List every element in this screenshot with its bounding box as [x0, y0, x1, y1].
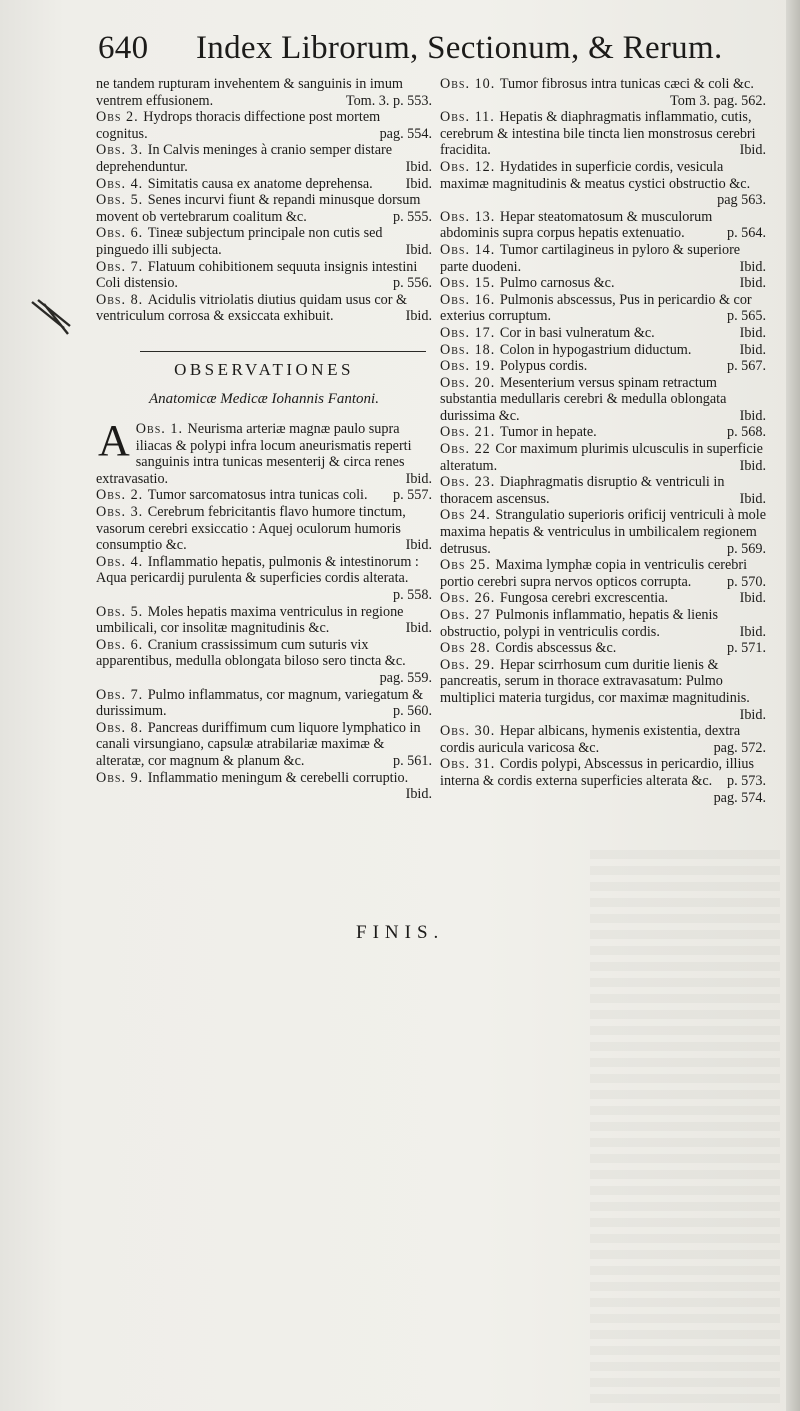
obs-number: Obs. 27: [440, 607, 496, 623]
page-number: 640: [98, 30, 149, 66]
page-gutter: [786, 0, 800, 1411]
obs-number: Obs. 7.: [96, 258, 148, 275]
index-entry: [440, 275, 766, 292]
obs-number: Obs. 13.: [440, 208, 500, 225]
left-top-entries: [96, 76, 432, 325]
page-reference: p. 565.: [726, 308, 766, 325]
obs-number: Obs. 3.: [96, 504, 148, 521]
obs-number: Obs. 7.: [96, 686, 148, 703]
index-entry: [440, 242, 766, 275]
entry-text: Cranium crassissimum cum suturis vix apparentibus, medulla oblongata biloso sero tincta &c.: [96, 636, 406, 670]
obs-number: Obs. 12.: [440, 158, 500, 175]
obs-number: Obs. 14.: [440, 241, 500, 258]
page-reference: Ibid.: [405, 537, 432, 554]
entry-text: Colon in hypogastrium diductum.: [499, 341, 692, 358]
index-entry: [440, 607, 766, 640]
index-entry: [440, 723, 766, 756]
obs-number: Obs. 30.: [440, 723, 500, 740]
page-reference: Tom. 3. p. 553.: [345, 92, 432, 109]
entry-text: Cor maximum plurimis ulcusculis in superficie alteratum.: [440, 441, 763, 474]
index-entry: [96, 292, 432, 325]
page-reference: p. 561.: [392, 752, 432, 769]
entry-text: Pulmonis inflammatio, hepatis & lienis obstructio, polypi in ventriculis cordis.: [440, 607, 718, 640]
obs-number: Obs. 31.: [440, 756, 500, 773]
entry-text: Inflammatio hepatis, pulmonis & intestinorum : Aqua pericardij purulenta & superficies cordis alterata.: [96, 553, 419, 587]
page-reference: p. 571.: [726, 640, 766, 657]
page-reference: Ibid.: [405, 470, 432, 487]
index-entry: [96, 176, 432, 193]
obs-number: Obs. 4.: [96, 553, 148, 570]
page-reference: Ibid.: [739, 623, 766, 640]
index-entry: [440, 292, 766, 325]
entry-text: Senes incurvi fiunt & repandi minusque dorsum movent ob vertebrarum coalitum &c.: [96, 192, 421, 225]
entry-text: Diaphragmatis disruptio & ventriculi in thoracem ascensus.: [440, 474, 725, 507]
obs-number: Obs. 22: [440, 441, 496, 458]
obs-number: Obs. 26.: [440, 590, 500, 607]
entry-text: Acidulis vitriolatis diutius quidam usus cor & ventriculum corrosa & exsiccata exhibuit.: [96, 291, 408, 325]
obs-number: Obs. 3.: [96, 142, 148, 159]
obs-number: Obs. 20.: [440, 374, 500, 391]
entry-text: Polypus cordis.: [499, 358, 588, 375]
entry-text: Cor in basi vulneratum &c.: [499, 324, 655, 341]
entry-text: Hepar albicans, hymenis existentia, dextra cordis auricula varicosa &c.: [440, 723, 741, 756]
index-entry: [96, 225, 432, 258]
page-reference: Ibid.: [739, 490, 766, 507]
page-reference: p. 557.: [392, 487, 432, 504]
show-through-text: [590, 850, 780, 1410]
index-entry: [440, 109, 766, 159]
entry-text: Fungosa cerebri excrescentia.: [499, 590, 669, 607]
index-entry: [96, 192, 432, 225]
drop-cap: A: [98, 416, 130, 466]
entry-text: Strangulatio superioris orificij ventriculi à mole maxima hepatis & ventriculus in umbilicalem regionem detrusus.: [440, 507, 766, 557]
obs-number: Obs. 5.: [96, 192, 148, 209]
index-entry: [440, 441, 766, 474]
section-entries: [96, 416, 432, 803]
entry-text: Neurisma arteriæ magnæ paulo supra iliacas & polypi infra locum aneurismatis reperti sanguinis intra tunicas mesenterij & circa renes extravasatio.: [96, 421, 412, 487]
margin-marking: [30, 298, 74, 338]
index-entry: [96, 770, 432, 803]
page-reference: Ibid.: [739, 275, 766, 292]
obs-number: Obs. 23.: [440, 474, 500, 491]
entry-text: Pancreas duriffimum cum liquore lymphatico in canali virsungiano, capsulæ atrabilariæ maximæ & alteratæ, cor magnum & planum &c.: [96, 719, 421, 769]
entry-text: Maxima lymphæ copia in ventriculis cerebri portio cerebri supra nervos opticos corrupta.: [440, 557, 748, 590]
entry-text: Cordis abscessus &c.: [495, 640, 617, 657]
entry-text: Hydrops thoracis diffectione post mortem cognitus.: [96, 109, 381, 142]
entry-text: Pulmonis abscessus, Pus in pericardio & cor exterius corruptum.: [440, 291, 752, 325]
obs-number: Obs. 16.: [440, 291, 500, 308]
obs-number: Obs. 11.: [440, 109, 500, 126]
index-entry: [440, 474, 766, 507]
index-entry: [96, 637, 432, 687]
entry-text: Simitatis causa ex anatome deprehensa.: [147, 175, 373, 192]
page-reference: Ibid.: [405, 241, 432, 258]
obs-number: Obs. 8.: [96, 719, 148, 736]
index-entry: [96, 259, 432, 292]
page-reference: p. 555.: [392, 208, 432, 225]
obs-number: Obs. 4.: [96, 175, 148, 192]
section-subtitle: Anatomicæ Medicæ Iohannis Fantoni.: [149, 390, 379, 407]
entry-text: Mesenterium versus spinam retractum substantia medullaris cerebri & medulla oblongata durissima &c.: [440, 374, 727, 424]
page-reference: Ibid.: [739, 706, 766, 723]
index-entry: [96, 76, 432, 109]
entry-text: Cordis polypi, Abscessus in pericardio, illius interna & cordis externa superficies alterata &c.: [440, 756, 755, 789]
entry-text: Tumor cartilagineus in pyloro & superiore parte duodeni.: [440, 241, 741, 275]
page-reference: Ibid.: [739, 341, 766, 358]
entry-text: Hepatis & diaphragmatis inflammatio, cutis, cerebrum & intestina bile tincta lien monstrosus cerebri fracidita.: [440, 109, 756, 159]
index-entry: [96, 142, 432, 175]
left-column: [96, 76, 432, 803]
index-entry: [440, 590, 766, 607]
index-entry: [440, 557, 766, 590]
obs-number: Obs. 19.: [440, 358, 500, 375]
page-reference: p. 569.: [726, 540, 766, 557]
entry-text: Flatuum cohibitionem sequuta insignis intestini Coli distensio.: [96, 258, 418, 292]
obs-number: Obs 25.: [440, 557, 496, 574]
page-reference: Ibid.: [739, 324, 766, 341]
obs-number: Obs. 10.: [440, 76, 500, 92]
index-entry: [440, 209, 766, 242]
page-reference: p. 564.: [726, 225, 766, 242]
obs-number: Obs. 5.: [96, 603, 148, 620]
obs-number: Obs. 21.: [440, 424, 500, 441]
entry-text: Cerebrum febricitantis flavo humore tinctum, vasorum cerebri exsiccatio : Aquej oculorum humoris consumptio &c.: [96, 504, 406, 554]
entry-text: Tumor in hepate.: [499, 424, 597, 441]
page-reference: p. 560.: [392, 703, 432, 720]
obs-number: Obs. 1.: [135, 421, 188, 438]
index-entry: [440, 424, 766, 441]
index-entry: [96, 554, 432, 604]
index-entry: [440, 342, 766, 359]
index-entry: [96, 416, 432, 487]
page-reference: Ibid.: [739, 457, 766, 474]
index-entry: [440, 756, 766, 789]
index-entry: [440, 657, 766, 723]
page-reference: Ibid.: [739, 258, 766, 275]
entry-text: Inflammatio meningum & cerebelli corruptio.: [147, 769, 409, 786]
obs-number: Obs. 8.: [96, 291, 148, 308]
index-entry: [96, 504, 432, 554]
section-title: OBSERVATIONES: [174, 359, 354, 379]
obs-number: Obs. 15.: [440, 275, 500, 292]
obs-number: Obs 28.: [440, 640, 496, 657]
obs-number: Obs. 17.: [440, 324, 500, 341]
index-entry: [96, 604, 432, 637]
page-reference: pag 563.: [717, 192, 766, 209]
obs-number: Obs. 9.: [96, 769, 148, 786]
page-reference: Ibid.: [405, 308, 432, 325]
obs-number: Obs. 29.: [440, 656, 500, 673]
page-reference: Ibid.: [405, 786, 432, 803]
entry-text: Hydatides in superficie cordis, vesicula maximæ magnitudinis & meatus cystici obstructio &c.: [440, 158, 751, 192]
index-entry: [440, 159, 766, 209]
page-reference: pag. 572.: [713, 739, 766, 756]
page-reference: Ibid.: [739, 407, 766, 424]
obs-number: Obs. 18.: [440, 341, 500, 358]
finis-text: FINIS.: [356, 922, 445, 943]
entry-text: Pulmo carnosus &c.: [499, 275, 615, 292]
entry-text: In Calvis meninges à cranio semper distare deprehenduntur.: [96, 142, 393, 175]
obs-number: Obs. 6.: [96, 636, 148, 653]
page-reference: p. 567.: [726, 358, 766, 375]
entry-text: Tumor sarcomatosus intra tunicas coli.: [147, 487, 368, 504]
page-reference: pag. 559.: [379, 670, 432, 686]
entry-text: ne tandem rupturam invehentem & sanguinis in imum ventrem effusionem.: [96, 76, 403, 109]
page-reference: pag. 554.: [379, 125, 432, 142]
right-column: [440, 76, 766, 806]
entry-text: Hepar steatomatosum & musculorum abdominis supra corpus hepatis extenuatio.: [440, 208, 713, 242]
page-reference: Ibid.: [405, 158, 432, 175]
page-reference: Ibid.: [405, 175, 432, 192]
entry-text: Tineæ subjectum principale non cutis sed pinguedo illi subjecta.: [96, 225, 383, 258]
index-entry: [440, 375, 766, 425]
closing-ref: pag. 574.: [713, 789, 766, 806]
page-reference: Ibid.: [739, 142, 766, 159]
index-entry: [440, 507, 766, 557]
obs-number: Obs 2.: [96, 109, 144, 126]
page-reference: p. 568.: [726, 424, 766, 441]
page-reference: p. 558.: [392, 587, 432, 604]
entry-text: Pulmo inflammatus, cor magnum, variegatum & durissimum.: [96, 686, 424, 720]
index-entry: [96, 487, 432, 504]
index-entry: [440, 358, 766, 375]
obs-number: Obs. 2.: [96, 487, 148, 504]
entry-text: Hepar scirrhosum cum duritie lienis & pancreatis, serum in thorace extravasatum: Pulmo multiplici materia turgidus, cor maximæ magnitudinis.: [440, 656, 750, 706]
entry-text: Moles hepatis maxima ventriculus in regione umbilicali, cor insolitæ magnitudinis &c.: [96, 603, 404, 637]
page-reference: Ibid.: [405, 620, 432, 637]
entry-text: Tumor fibrosus intra tunicas cæci & coli &c.: [499, 76, 754, 92]
obs-number: Obs. 6.: [96, 225, 148, 242]
index-entry: [440, 640, 766, 657]
index-entry: [96, 720, 432, 770]
index-entry: [440, 76, 766, 109]
page-reference: Tom 3. pag. 562.: [670, 92, 766, 109]
page-reference: p. 573.: [726, 772, 766, 789]
index-entry: [96, 109, 432, 142]
running-header: [98, 30, 758, 74]
index-entry: [440, 325, 766, 342]
page-reference: Ibid.: [739, 590, 766, 607]
right-entries: [440, 76, 766, 790]
obs-number: Obs 24.: [440, 507, 496, 524]
page-reference: p. 570.: [726, 573, 766, 590]
section-rule: [140, 351, 426, 352]
index-entry: [96, 687, 432, 720]
page-title: Index Librorum, Sectionum, & Rerum.: [196, 30, 723, 66]
page-reference: p. 556.: [392, 275, 432, 292]
